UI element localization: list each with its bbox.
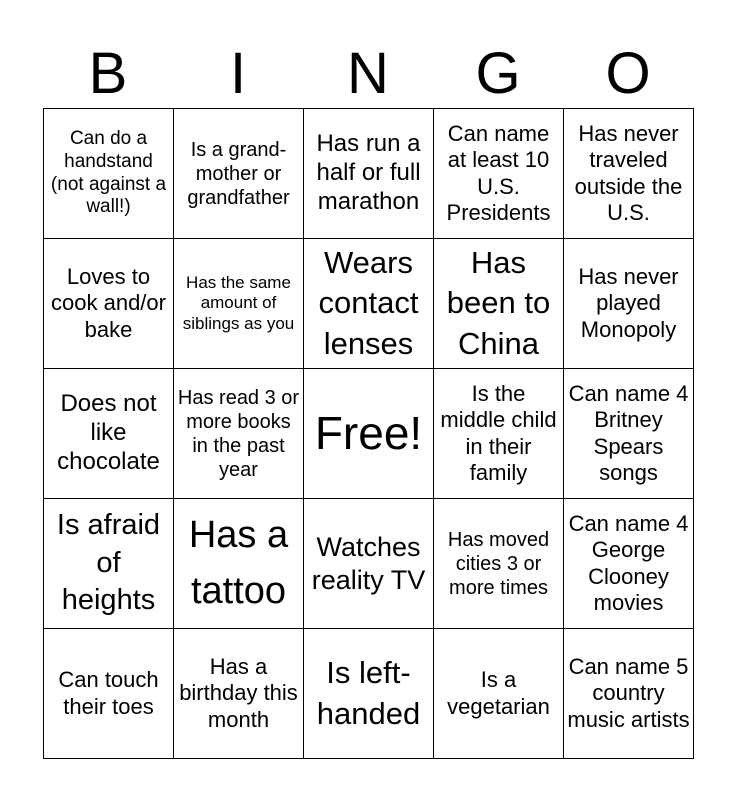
bingo-grid (43, 108, 694, 759)
header-letter-g: G (475, 41, 521, 106)
bingo-cell: Has the same amount of siblings as you (174, 239, 304, 369)
grid-row (44, 239, 694, 369)
bingo-cell: Loves to cook and/or bake (44, 239, 174, 369)
bingo-header (43, 40, 693, 108)
grid-row (44, 369, 694, 499)
header-letter-n: N (347, 41, 389, 106)
bingo-cell: Has never traveled outside the U.S. (564, 109, 694, 239)
grid-row (44, 499, 694, 629)
bingo-cell: Can name 4 George Clooney movies (564, 499, 694, 629)
grid-row (44, 629, 694, 759)
bingo-cell: Is a vegetarian (434, 629, 564, 759)
bingo-cell: Has been to China (434, 239, 564, 369)
bingo-cell: Is left-handed (304, 629, 434, 759)
bingo-cell: Does not like chocolate (44, 369, 174, 499)
bingo-cell: Wears contact lenses (304, 239, 434, 369)
bingo-cell: Has a birthday this month (174, 629, 304, 759)
free-space-cell: Free! (304, 369, 434, 499)
header-letter-b: B (88, 41, 128, 106)
bingo-cell: Watches reality TV (304, 499, 434, 629)
bingo-cell: Can do a handstand (not against a wall!) (44, 109, 174, 239)
bingo-cell: Has moved cities 3 or more times (434, 499, 564, 629)
bingo-cell: Has never played Monopoly (564, 239, 694, 369)
bingo-cell: Has read 3 or more books in the past year (174, 369, 304, 499)
header-letter-o: O (605, 41, 651, 106)
bingo-cell: Can name 5 country music artists (564, 629, 694, 759)
bingo-cell: Has a tattoo (174, 499, 304, 629)
bingo-cell: Can name 4 Britney Spears songs (564, 369, 694, 499)
bingo-cell: Is afraid of heights (44, 499, 174, 629)
bingo-cell: Can name at least 10 U.S. Presidents (434, 109, 564, 239)
bingo-cell: Is the middle child in their family (434, 369, 564, 499)
bingo-cell: Has run a half or full marathon (304, 109, 434, 239)
grid-row (44, 109, 694, 239)
bingo-cell: Is a grand-mother or grandfather (174, 109, 304, 239)
bingo-cell: Can touch their toes (44, 629, 174, 759)
header-letter-i: I (229, 41, 247, 106)
